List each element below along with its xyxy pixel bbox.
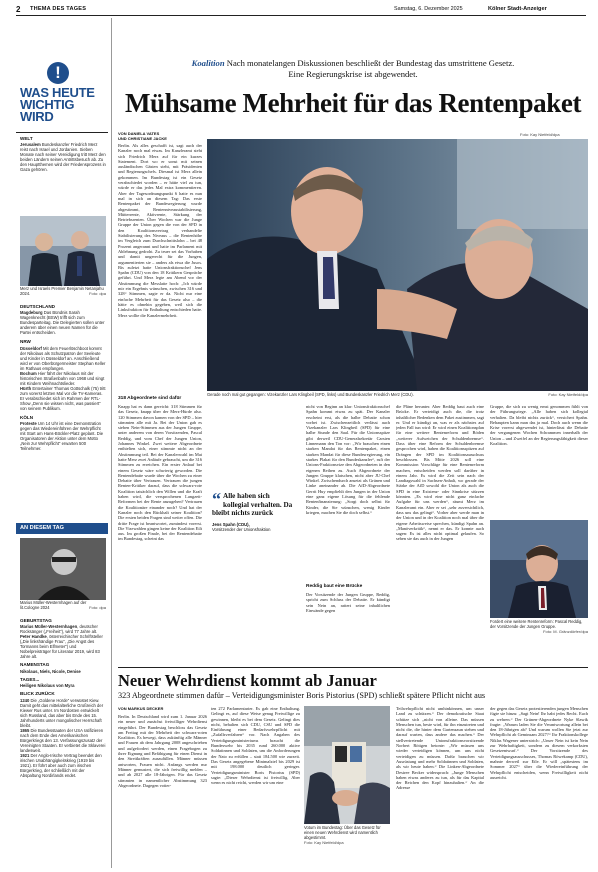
blick-year-3: 1921 xyxy=(20,752,30,758)
an-diesem-tag-heading: AN DIESEM TAG xyxy=(16,523,108,534)
blick-year-1: 1240 xyxy=(20,697,30,703)
second-column-3: Teilwehrpflicht nicht umhinkönnen, um unser Land zu schützen.“ Der demokratische Staat schütze sich „nicht von alleine. Das müssen Menschen tun, beste wird, für ihn einzutreten und nicht die, die hinter dem Gartenzaun stehen und darauf warten, dass andere das machen.“ Der stellvertretende Unionsfraktionsvorsitzende Norbert Röttgen betonte: „Wir müssen uns wieder verteidigen können, um uns nicht verteidigen zu müssen. Dafür brauchen wir Ausrüstung und mehr Soldatinnen und Soldaten, als wir heute haben.“ Die Linken-Abgeordnete Desiree Becker widersprach: „Junge Menschen haben etwas anderes zu tun, als für das Kapital der Reichen den Kopf hinzuhalten.“ An die Adresse xyxy=(396,706,484,791)
lead-subhead-2: Reddig baut eine Brücke xyxy=(306,584,363,589)
westernhagen-photo-credit: Foto: dpa xyxy=(89,604,106,610)
nrw-place-2: Bochum xyxy=(20,370,37,376)
blick-body-3: Der Anglo-Irische Vertrag beendet den irischen Unabhängigkeitskrieg (1919 bis 1921). Er führt aber auch zum irischen Bürgerkrieg, der schließlich mit der Abspaltung Nordirlands endet. xyxy=(20,752,102,778)
blick-text-1 xyxy=(20,698,106,728)
welt-heading: WELT xyxy=(20,136,33,141)
header-date: Samstag, 6. Dezember 2025 xyxy=(394,6,463,12)
tages-heading: TAGES... xyxy=(20,676,40,682)
nrw-heading: NRW xyxy=(20,339,31,345)
geburtstag-name-1: Marius Müller-Westernhagen xyxy=(20,624,78,630)
lead-subhead: 318 Abgeordnete sind dafür xyxy=(118,396,182,401)
lead-photo-credit: Foto: Kay Nietfeld/dpa xyxy=(548,392,588,397)
klingbeil-merz-photo xyxy=(207,139,588,391)
nrw-body-3: Entertainer Thomas Gottschalk (75) tritt zum vorerst letzten Mal vor die TV-Kameras. Er verabschiedet sich im Rahmen der RTL-Show „Denn sie wissen nicht, was passiert“ von seinem Publikum. xyxy=(20,385,106,411)
welt-caption-text: Merz und Israels Premier Benjamin Netanjahu 2024. xyxy=(20,286,104,296)
lead-photo-caption xyxy=(207,393,588,398)
sidebar-divider xyxy=(111,18,112,868)
bundestag-vote-photo xyxy=(304,706,390,824)
reddig-caption xyxy=(490,620,588,635)
lead-column-1: Berlin. Als alles geschafft ist, sagt auch der Kanzler noch mal etwas. Im Kanzleramt steht sich Friedrich Merz auf für ein kurzes Statement. Dort wo er sonst mit seinen ausländischen Gästen steht, mit Präsidenten und Regierungschefs. Diesmal ist Merz allein gekommen. Im Bundestag ist ein Gesetz verabschiedet worden – er hätte viel zu tun, würde er das jedes Mal extra kommentieren. Aber der Tagesordnungspunkt 6 hatte es nun mal in sich an diesem Tag: Das erste Rentenpaket der Bundesregierung wurde abgestimmt, Rentenniveaustabilisierung, Mütterrente, Aktivrente, Stärkung der Betriebsrenten. Über Wochen war die Junge Gruppe der Union gegen die von der SPD in den Koalitionsvertrag verhandelte Stabilisierung des Niveaus – die Rentenhöhe im Vergleich zum Durchschnittslohn – bei 48 Prozent angerannt und hatte im Parlament mit Ablehnung gedroht. Zu teuer sei das Vorhaben und damit ungerecht für die Jungen, argumentierten sie – anders als etwa die Jusos. Bis zuletzt hatte Unionsfraktionschef Jens Spahn (CDU) von den 18 Kritikern Gespräche geführt. Und Merz legte am Abend vor der Abstimmung die Messlatte hoch: „Ich würde mir ein Ergebnis wünschen, zwischen 316 und 328“ Stimmen, sagte er da. Nicht nur eine einfache Mehrheit für das Gesetz also – die hätte es ohnehin gegeben, weil sich die Linksfraktion für Enthaltung entschieden hatte. Merz wollte die Kanzlermehrheit. xyxy=(118,143,202,318)
quote-mark-icon: “ xyxy=(212,489,221,509)
welt-place: Jerusalem xyxy=(20,142,41,148)
second-column-4: der gegen das Gesetz protestierenden jungen Menschen fügte sie hinzu: „Sagt Nein! Ihr habt jedes Recht. Euch zu wehren.“ Der Grünen-Abgeordnete Nyke Slawik fragte: „Warum laden Sie die Verantwortung allein bei den 18-Jährigen ab? Und warum wollen Sie jetzt zur Wehrpflicht ab Geminsam 2027?“ Ihr Fraktionskollege Niklas Wagener unterstrich: „Unser Nein ist kein Nein zur Wehrhaftigkeit, sondern zu diesem verkorksten Gesetzentwurf.“ Der Vorsitzende des Verteidigungsausschusses, Thomas Röwekamp (CDU), mahnte derweil zur Eile. Er will „spätestens im Sommer 2027“ über die Wiedereinführung der Wehrpflicht entscheiden, wenn Freiwilligkeit nicht ausreicht. xyxy=(490,706,588,780)
second-deck: 323 Abgeordnete stimmen dafür – Verteidigungsminister Boris Pistorius (SPD) schließt spätere Pflicht nicht aus xyxy=(118,691,486,700)
story-divider xyxy=(118,667,588,668)
blick-text-3 xyxy=(20,753,106,778)
nrw-text-1 xyxy=(20,346,106,371)
second-column-2: ten 272 Parlamentarier. Es gab eine Enthaltung. Gelingt es, auf diese Weise genug Freiwillige zu gewinnen, bleibt es bei dem Gesetz. Gelingt dies nicht, behalten sich CDU, CSU und SPD die Einführung einer Bedarfswehrpflicht mit „Zufallsverfahren“ vor. Nach Angaben des Verteidigungsministeriums braucht die Bundeswehr bis 2035 rund 260.000 aktive Soldatinnen und Soldaten, um die Anforderungen der Nato zu erfüllen – statt 184.500 wie zurzeit. Das Gesetz angegebene Minimalziel bis 2029 ist mit 198.000 deutlich geringer. Verteidigungsminister Boris Pistorius (SPD) sagte: „Dieser Wehrdienst ist freiwillig. Aber wenn es nicht reicht, werden wir um eine xyxy=(211,706,300,786)
lead-byline xyxy=(118,131,203,141)
geburtstag-body-1: , deutscher Rocksänger („Freiheit“), wird 77 Jahre alt. xyxy=(20,624,98,635)
reddig-photo-credit: Foto: M. Gränzdörfer/dpa xyxy=(543,628,588,634)
lead-headline: Mühsame Mehrheit für das Rentenpaket xyxy=(124,88,582,118)
nrw-body-2: Hier fährt der Nikolaus mit der historischen Straßenbahn von 1968 und singt mit Kindern Weihnachtslieder. xyxy=(20,370,105,386)
sidebar-title-line1: WAS HEUTE xyxy=(20,85,95,100)
section-label: THEMA DES TAGES xyxy=(30,6,87,12)
lead-photo-credit-top: Foto: Kay Nietfeld/dpa xyxy=(520,132,560,137)
westernhagen-photo xyxy=(20,538,106,600)
lead-column-2: Knapp hat es dann gereicht: 318 Stimmen für das Gesetz, knapp über der Merz-Hürde also. 120 Stimmen davon kamen von der SPD – hier stimmten alle mit Ja. Bei der Union gab es sieben Nein-Stimmen aus der Jungen Gruppe, unter anderem von deren Vorsitzenden, Pascal Reddig, und vom Chef der Jungen Union, Johannes Winkel. Zwei weitere Abgeordnete enthielten sich, einer stimmte nicht an der Abstimmung teil. Bei der Kanzlerwahl im Mai hatte Merz zwei Anläufe gebraucht, um die 316 Stimmen zu erreichen. Ein erster Anlauf bei einem Gesetz wäre schwierig geworden. Die Rentendebatte wurde über die Wochen zu einer Debatte über Vertrauen. Vertrauen die jungen Renten-Kritiker darauf, dass die schwarz-rote Koalition tatsächlich den Willen und die Kraft haben wird, die versprochenen Langzeit-Reformen bei der Rente anzugehen? Vertrauen die Koalitionäre einander noch? Und hat der Kanzler noch den Rückhalt seiner Koalition? Die ersten beiden Fragen sind weiter offen. Die dritte Frage ist beantwortet, zumindest vorerst. Die Vizewahlen gingen keine der Koalition Eilt aus. Im großen Finale, bei der Rentendebatte im Bundestag, scheint das xyxy=(118,404,202,542)
westernhagen-caption-text: Marius Müller-Westernhagen auf der lit.Cologne 2024 xyxy=(20,600,87,610)
nrw-place-3: Hürth xyxy=(20,385,32,391)
sidebar-title-line3: WIRD xyxy=(20,109,54,124)
sidebar-title xyxy=(20,87,110,123)
blick-text-2 xyxy=(20,728,106,753)
deutschland-text xyxy=(20,310,106,335)
welt-photo-credit: Foto: dpa xyxy=(89,290,106,296)
westernhagen-caption xyxy=(20,601,106,611)
lead-deck-line1: Nach monatelangen Diskussionen beschließt der Bundestag das umstrittene Gesetz. xyxy=(224,58,515,68)
lead-deck-line2: Eine Regierungskrise ist abgewendet. xyxy=(288,69,418,79)
nrw-text-2 xyxy=(20,371,106,386)
nrw-body-1: Mit dem Feuerlöschboot kommt der Nikolaus als Schutzpatron der Seeleute und Kinder in Düsseldorf an. Anschließend wird er von Oberbürgermeister Stephan Keller im Rathaus empfangen. xyxy=(20,345,106,371)
sidebar-rule xyxy=(16,132,108,133)
blick-zurueck-heading: BLICK ZURÜCK xyxy=(20,691,55,697)
deutschland-heading: DEUTSCHLAND xyxy=(20,304,55,309)
welt-photo-caption xyxy=(20,287,106,297)
exclamation-icon: ! xyxy=(47,62,69,84)
koeln-topic: Proteste xyxy=(20,421,37,427)
geburtstag-text-1 xyxy=(20,624,106,634)
paper-name: Kölner Stadt-Anzeiger xyxy=(488,6,547,12)
sidebar-deutschland xyxy=(20,302,106,451)
namenstag-text: Nikolaus, Niels, Nicole, Denise xyxy=(20,668,81,674)
lead-quote-text: Alle haben sich kollegial verhalten. Da bleibt nichts zurück xyxy=(212,492,293,518)
lead-column-3: nicht von Beginn an klar: Unionsfraktionschef Spahn kommt etwas zu spät. Der Kanzler erscheint erst, als die halbe Debatte schon vorbei ist. Zwischenzeitlich verlässt auch Vizekanzler Lars Klingbeil (SPD) für eine halbe Stunde den Saal. Für die Unionsspitze gibt derweil CDU-Generalsekretär Carsten Linnemann den Ton vor: „Wir brauchen einen starken Mandat für das Rentenpaket, einen starken Mandat für diese Bundesregierung, ein starkes Plakat für den Bundeskanzler“, ruft der Unions-Fraktionsvize den Abgeordneten in den eigenen Reihen zu. Auch Abgeordnete der Jungen Gruppe klatschen, nicht aber JU-Chef Winkel. Zwischendurch ansetzt als Grünen und Linke aneinander ab. Die AfD-Abgeordnete Gerrit Huy empfiehlt den Jungen in der Union eine ganz eigene Lösung für die fehlende Rentenfinanzierung: „Sorgt doch selbst für Kinder, die Sie wünschen, wenig Kinder kriegen, machen Sie die doch selbst.“ xyxy=(306,404,390,515)
blick-year-2: 1865 xyxy=(20,727,30,733)
nrw-text-3 xyxy=(20,386,106,411)
lead-quote-role: Vorsitzender der Unionsfraktion xyxy=(212,526,271,532)
koeln-heading: KÖLN xyxy=(20,414,34,420)
lead-column-3b: Der Vorsitzende der Jungen Gruppe, Reddig, spricht zum Schluss der Debatte. Er kündigt sein Nein an, rattert seine inhaltlichen Einwände gegen xyxy=(306,592,390,613)
lead-deck xyxy=(118,58,588,80)
lead-byline-1: VON DANIELA VATES xyxy=(118,131,160,136)
lead-column-5: Gruppe, die sich zu wenig ernst genommen fühlt von der Führungsriege. „Alle haben sich kollegial verhalten. Da bleibt nichts zurück“, versichert Spahn. Behaupten kann man das ja mal. Doch auch wenn die Krise vorerst abgewendet ist, hinterlässt die Debatte der vergangenen Wochen Schrammen innerhalb der Union – und Zweifel an der Regierungsfähigkeit dieser Koalition. xyxy=(490,404,588,447)
deutschland-place: Magdeburg xyxy=(20,310,43,316)
geburtstag-text-2 xyxy=(20,634,106,659)
welt-text xyxy=(20,142,106,172)
lead-quote-author: Jens Spahn (CDU), xyxy=(212,521,250,527)
namenstag-heading: NAMENSTAG xyxy=(20,662,50,668)
welt-body: Bundeskanzler Friedrich Merz reist nach Israel und Jordanien. Sieben Monate nach seiner Vereidigung tritt Merz den beiden Ländern seinen Antrittsbesuch ab. Zu den Hauptthemen wird der Friedensprozess in Gaza gehören. xyxy=(20,142,106,173)
lead-column-4: die Pläne herunter. Aber Reddig baut auch eine Brücke. Er verteidigt auch die, die trotz inhaltlicher Bedenken dem Paket zustimmen, sagt er. Und er kündigt an, was er als nächstes auf jeden Fall tun wird: Er wird einen Koalitionsplan für eine weitere Rentenreform und Böden „weiterer Aufweichen der Schuldenbremse“. Dass über eine Reform der Schuldenbremse gesprochen wird, haben die Koalitionsspitzen auf Drängen der SPD im Koalitionsausschuss beschlossen. Bis Mitte 2026 soll eine Kommission Vorschläge für eine Rentenreform machen, entscheiden werden soll darüber in einem Jahr. Es wird die Zeit sein nach der Landtagswahl in Sachsen-Anhalt, wo gerade der Stärke der AfD sowohl die Union als auch die SPD in eine Existenz- oder Sinnkrise stürzen könnten. „Es wird eine nicht ganz einfache Aufgabe für uns werden“, räumt Merz im Kanzleramt ein. Aber er sei „sehr zuversichtlich, dass uns das gelingt“. Vorher aber werde man in der Union und in der Koalition noch mal über die eigene Arbeitsweise sprechen, kündigt Spahn an. „Manöverkritik“, nennt er das. Er konnte auch sagen: Es ist alles nicht optimal gelaufen. So sehen sie das auch in der Jungen xyxy=(396,404,484,542)
header-rule xyxy=(16,15,586,16)
koeln-text xyxy=(20,421,106,451)
second-column-1: Berlin. In Deutschland wird zum 1. Januar 2026 ein neuer und zunächst freiwilliger Wehrdienst eingeführt. Der Bundestag beschloss das Gesetz am Freitag mit der Mehrheit der schwarz-roten Koalition. Es bewegt, dass zukünftig alle Männer und Frauen ab dem Jahrgang 2008 angeschrieben und aufgefordert werden, einen Fragebogen zu ihrer Eignung und Befähigung für einen Dienst in den Streitkräften auszufüllen. Männer müssen antworten, Frauen nicht. Anfangs werden nur Männer gemustert, die sich freiwillig melden – und ab 2027 alle 18-Jährigen. Für das Gesetz stimmten in namentlicher Abstimmung 323 Abgeordnete. Dagegen votier- xyxy=(118,714,207,788)
lead-quote-box xyxy=(212,489,297,532)
reddig-caption-text: Fordert eine weitere Rentenreform: Pascal Reddig, der Vorsitzende der Jungen Gruppe. xyxy=(490,619,583,629)
lead-byline-2: UND CHRISTIANE JACKE xyxy=(118,136,167,141)
reddig-photo xyxy=(490,520,588,618)
sidebar-lower xyxy=(20,616,106,778)
sidebar-title-line2: WICHTIG xyxy=(20,97,75,112)
geburtstag-name-2: Peter Handke xyxy=(20,634,47,640)
tages-text: Heiligen Nikolaus von Myra xyxy=(20,683,75,689)
bundestag-caption-text: Votum im Bundestag: Über das Gesetz für einen neuen Wehrdienst wird namentlich abgestimmt. xyxy=(304,825,381,840)
bundestag-photo-credit: Foto: Kay Nietfeld/dpa xyxy=(304,839,344,845)
lead-photo-caption-text: Gerade noch mal gut gegangen: Vizekanzler Lars Klingbeil (SPD, links) und Bundeskanzler Friedrich Merz (CDU). xyxy=(207,392,414,397)
nrw-place-1: Düsseldorf xyxy=(20,345,42,351)
blick-body-1: Die „Goldene Horde“ verwüstet Kiew. Damit geht das mittelalterliche Großreich der Kiewer Rus unter. Im Nordosten entwickelt sich Russland, das aber bis Ende des 15. Jahrhunderts unter mongolischer Herrschaft bleibt. xyxy=(20,697,104,728)
bundestag-photo-caption xyxy=(304,826,390,846)
blick-body-2: Die Bundesstaaten der USA ratifizieren nach dem Ende des Amerikanischen Bürgerkriegs den 13. Verfassungszusatz der Vereinigten Staaten. Er verbietet die Sklaverei landesweit. xyxy=(20,727,106,753)
deutschland-body: Das Bündnis Sarah Wagenknecht (BSW) trifft sich zum Bundesparteitag. Die Delegierten sollen unter anderem über einen neuen Namen für die Partei entscheiden. xyxy=(20,310,105,336)
geburtstag-heading: GEBURTSTAG xyxy=(20,618,52,623)
koeln-body: Um 14 Uhr ist eine Demonstration gegen das Wiedereinführen der Wehrpflicht mit Start am Hans-Böckler-Platz geplant. Die Organisatoren der Aktion unter dem Motto „Nein zur Wehrpflicht“ erwarten 500 Teilnehmer. xyxy=(20,421,104,452)
sidebar-welt xyxy=(20,134,106,172)
merz-netanyahu-photo xyxy=(20,216,106,286)
second-byline: VON MARKUS DECKER xyxy=(118,706,164,711)
geburtstag-body-2: , österreichischer Schriftsteller („Die linkshändige Frau“, „Die Angst des Tormanns beim Elfmeter“) und Nobelpreisträger für Literatur 2019, wird 83 Jahre alt. xyxy=(20,634,103,660)
sidebar-what-happens-today xyxy=(16,18,110,868)
lead-kicker: Koalition xyxy=(191,58,225,68)
second-headline: Neuer Wehrdienst kommt ab Januar xyxy=(118,671,377,690)
page-number: 2 xyxy=(16,5,21,14)
